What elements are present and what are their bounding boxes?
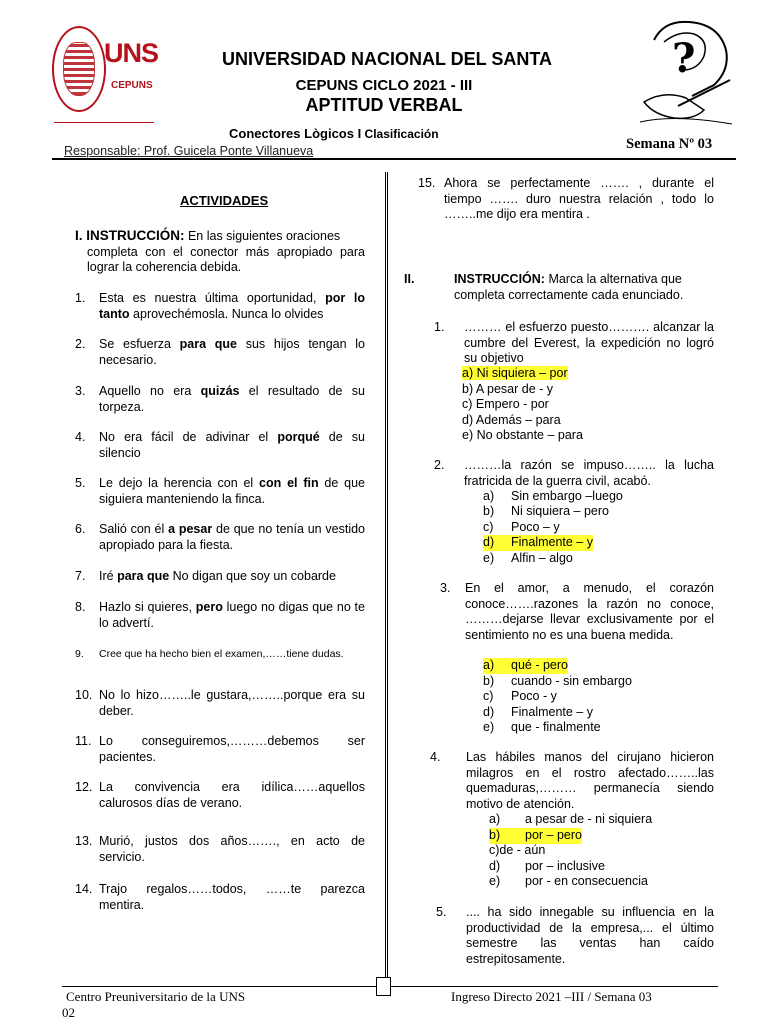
option: c) Empero - por <box>462 397 549 411</box>
question-item: 1. ……… el esfuerzo puesto………. alcanzar la cumbre del Everest, la expedición no logró su objetivo <box>434 320 714 365</box>
svg-text:?: ? <box>672 35 696 82</box>
option-correct: d) Finalmente – y <box>483 535 593 549</box>
cycle-title: CEPUNS CICLO 2021 - III <box>295 77 473 94</box>
question-item: 2. ………la razón se impuso…….. la lucha fratricida de la guerra civil, acabó. <box>434 458 714 488</box>
responsible-teacher: Responsable: Prof. Guicela Ponte Villanueva <box>64 144 314 158</box>
option-correct: a) Ni siquiera – por <box>462 366 568 380</box>
exercise-item: 8. Hazlo si quieres, pero luego no digas que no te lo advertí. <box>75 600 365 630</box>
option: a) Sin embargo –luego <box>483 489 623 503</box>
option: c)de - aún <box>489 843 546 857</box>
question-item: 4. Las hábiles manos del cirujano hicieron milagros en el rostro afectado……..las quemaduras,……… permanecía siendo motivo de atención. <box>430 750 714 811</box>
option-correct: b) por – pero <box>489 828 582 842</box>
header-divider <box>52 158 736 160</box>
exercise-item: 10. No lo hizo……..le gustara,……..porque era su deber. <box>75 688 365 718</box>
option: b) cuando - sin embargo <box>483 674 632 688</box>
exercise-item: 11. Lo conseguiremos,………debemos ser pacientes. <box>75 734 365 764</box>
footer-exam-info: Ingreso Directo 2021 –III / Semana 03 <box>451 989 652 1004</box>
option-correct: a) qué - pero <box>483 658 568 672</box>
option: b) Ni siquiera – pero <box>483 504 609 518</box>
question-item: 5. .... ha sido innegable su influencia en la productividad de la empresa,... el último semestre las ventas han caído estrepitosamente. <box>436 905 714 966</box>
exercise-item: 6. Salió con él a pesar de que no tenía un vestido apropiado para la fiesta. <box>75 522 366 552</box>
option: c) Poco - y <box>483 689 557 703</box>
footer-institution: Centro Preuniversitario de la UNS <box>66 989 246 1004</box>
option: d) Finalmente – y <box>483 705 593 719</box>
exercise-item: 13. Murió, justos dos años……., en acto de servicio. <box>75 834 365 864</box>
question-mark-drawing-icon <box>634 10 736 128</box>
option: e) No obstante – para <box>462 428 583 442</box>
option: c) Poco – y <box>483 520 560 534</box>
exercise-item: 14. Trajo regalos……todos, ……te parezca mentira. <box>75 882 365 912</box>
question-item: 3. En el amor, a menudo, el corazón conoce…….razones la razón no conoce, ………dejarse llevar exclusivamente por el sentimiento no es una buena medida. <box>440 581 714 642</box>
column-divider <box>385 172 388 978</box>
exercise-item: 15. Ahora se perfectamente ……. , durante el tiempo ……. duro nuestra relación , todo lo ……..me dijo era mentira . <box>418 176 714 221</box>
exercise-item: 2. Se esfuerza para que sus hijos tengan lo necesario. <box>75 337 365 367</box>
option: e) por - en consecuencia <box>489 874 648 888</box>
exercise-item: 1. Esta es nuestra última oportunidad, por lo tanto aprovechémosla. Nunca lo olvides <box>75 291 366 321</box>
page-marker-box <box>376 977 391 996</box>
exercise-item: 7. Iré para que No digan que soy un cobarde <box>75 569 336 583</box>
logo-text: UNS <box>104 38 159 68</box>
week-label: Semana Nº 03 <box>626 136 713 152</box>
option: d) Además – para <box>462 413 561 427</box>
activities-title: ACTIVIDADES <box>180 193 269 208</box>
university-title: UNIVERSIDAD NACIONAL DEL SANTA <box>221 49 553 69</box>
option: b) A pesar de - y <box>462 382 554 396</box>
instruction-two: II. INSTRUCCIÓN: Marca la alternativa que completa correctamente cada enunciado. <box>404 272 684 302</box>
exercise-item: 3. Aquello no era quizás el resultado de su torpeza. <box>75 384 365 414</box>
option: e) Alfin – algo <box>483 551 573 565</box>
exercise-item: 5. Le dejo la herencia con el con el fin de que siguiera manteniendo la finca. <box>75 476 365 506</box>
course-title: APTITUD VERBAL <box>305 95 463 115</box>
logo-subtext: CEPUNS <box>111 80 153 91</box>
exercise-item: 12. La convivencia era idílica……aquellos calurosos días de verano. <box>75 780 365 810</box>
option: e) que - finalmente <box>483 720 601 734</box>
page-number: 02 <box>62 1005 75 1020</box>
instruction-one: I. INSTRUCCIÓN: En las siguientes oraciones completa con el conector más apropiado para lograr la coherencia debida. <box>75 228 365 274</box>
option: d) por – inclusive <box>489 859 605 873</box>
option: a) a pesar de - ni siquiera <box>489 812 653 826</box>
exercise-item: 4. No era fácil de adivinar el porqué de su silencio <box>75 430 365 460</box>
topic-subtitle: Conectores Lògicos I Clasificación <box>229 126 439 141</box>
exercise-item: 9. Cree que ha hecho bien el examen,……tiene dudas. <box>75 648 344 660</box>
